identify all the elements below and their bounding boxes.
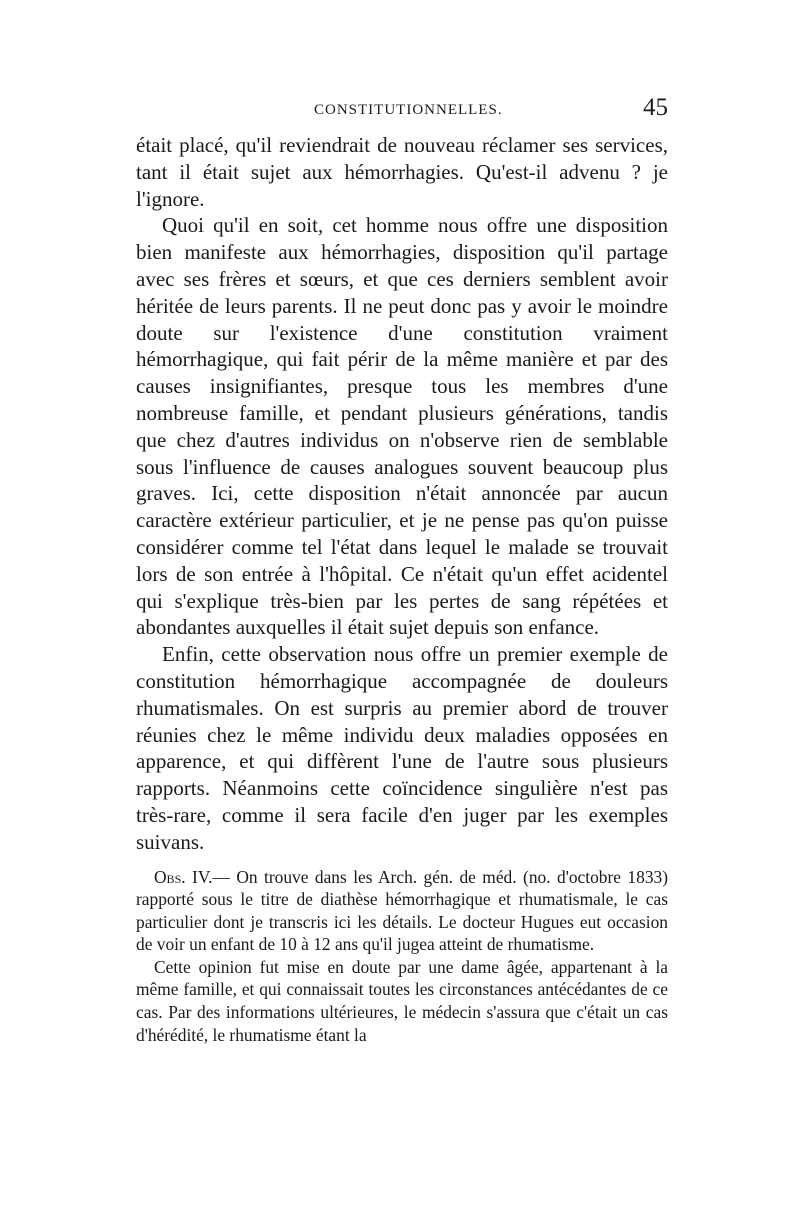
book-page	[136, 96, 668, 1046]
observation-label: Obs. IV.	[154, 866, 213, 887]
observation-paragraph-1	[136, 866, 668, 956]
paragraph-continuation: était placé, qu'il reviendrait de nouveau réclamer ses services, tant il était sujet aux hémorrhagies. Qu'est-il advenu ? je l'ignore.	[136, 133, 668, 211]
paragraph-enfin: Enfin, cette observation nous offre un premier exemple de constitution hémorrhagique accompagnée de douleurs rhumatismales. On est surpris au premier abord de trouver réunies chez le même individu deux maladies opposées en apparence, et qui diffèrent l'une de l'autre sous plusieurs rapports. Néanmoins cette coïncidence singulière n'est pas très-rare, comme il sera facile d'en juger par les exemples suivans.	[136, 642, 668, 854]
running-title: CONSTITUTIONNELLES.	[314, 102, 503, 118]
observation-paragraph-2: Cette opinion fut mise en doute par une dame âgée, appartenant à la même famille, et qui connaissait toutes les circonstances antécédantes de ce cas. Par des informations ultérieures, le médecin s'assura que c'était un cas d'hérédité, le rhumatisme étant la	[136, 956, 668, 1045]
running-header	[136, 96, 668, 132]
page-number: 45	[643, 94, 668, 121]
observation-text-1: — On trouve dans les Arch. gén. de méd. (no. d'octobre 1833) rapporté sous le titre de diathèse hémorrhagique et rhumatismale, le cas particulier dont je transcris ici les détails. Le docteur Hugues eut occasion de voir un enfant de 10 à 12 ans qu'il jugea atteint de rhumatisme.	[136, 866, 668, 955]
paragraph-disposition: Quoi qu'il en soit, cet homme nous offre une disposition bien manifeste aux hémorrhagies, disposition qu'il partage avec ses frères et sœurs, et que ces derniers semblent avoir héritée de leurs parents. Il ne peut donc pas y avoir le moindre doute sur l'existence d'une constitution vraiment hémorrhagique, qui fait périr de la même manière et par des causes insignifiantes, presque tous les membres d'une nombreuse famille, et pendant plusieurs générations, tandis que chez d'autres individus on n'observe rien de semblable sous l'influence de causes analogues souvent beaucoup plus graves. Ici, cette disposition n'était annoncée par aucun caractère extérieur particulier, et je ne pense pas qu'on puisse considérer comme tel l'état dans lequel le malade se trouvait lors de son entrée à l'hôpital. Ce n'était qu'un effet acidentel qui s'explique très-bien par les pertes de sang répétées et abondantes auxquelles il était sujet depuis son enfance.	[136, 213, 668, 640]
main-text	[136, 132, 668, 856]
observation-block	[136, 866, 668, 1047]
